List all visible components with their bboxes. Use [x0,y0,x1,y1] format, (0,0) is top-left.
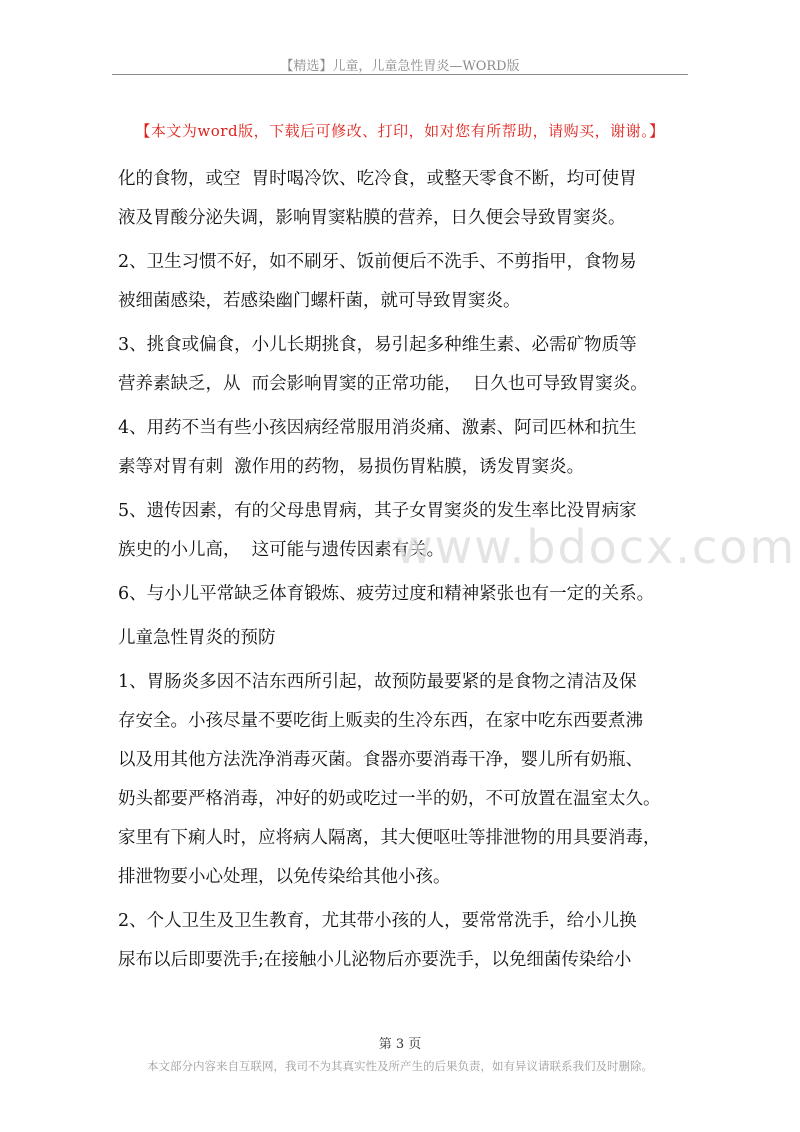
text-line: 1、胃肠炎多因不洁东西所引起，故预防最要紧的是食物之清洁及保 [118,672,637,692]
text-line: 被细菌感染，若感染幽门螺杆菌，就可导致胃窦炎。 [118,291,521,311]
text-line: 存安全。小孩尽量不要吃街上贩卖的生冷东西，在家中吃东西要煮沸 [118,711,643,731]
header-rule [112,74,688,75]
page-header: 【精选】儿童，儿童急性胃炎—WORD版 [280,59,520,74]
text-line: 3、挑食或偏食，小儿长期挑食，易引起多种维生素、必需矿物质等 [118,335,637,355]
red-notice: 【本文为word版，下载后可修改、打印，如对您有所帮助，请购买，谢谢。】 [135,122,665,140]
text-line: 尿布以后即要洗手;在接触小儿泌物后亦要洗手，以免细菌传染给小 [118,950,632,970]
text-line: 营养素缺乏，从 而会影响胃窦的正常功能， 日久也可导致胃窦炎。 [118,374,648,394]
text-line: 儿童急性胃炎的预防 [118,628,276,648]
text-line: 2、个人卫生及卫生教育，尤其带小孩的人，要常常洗手，给小儿换 [118,911,637,931]
text-line: 化的食物，或空 胃时喝冷饮、吃冷食，或整天零食不断，均可使胃 [118,169,637,189]
text-line: 4、用药不当有些小孩因病经常服用消炎痛、激素、阿司匹林和抗生 [118,418,637,438]
paragraph [118,902,698,980]
text-line: 族史的小儿高， 这可能与遗传因素有关。 [118,540,445,560]
text-line: 素等对胃有刺 激作用的药物，易损伤胃粘膜，诱发胃窦炎。 [118,457,585,477]
text-line: 5、遗传因素，有的父母患胃病，其子女胃窦炎的发生率比没胃病家 [118,501,637,521]
paragraph [118,575,698,614]
paragraph [118,409,698,487]
paragraph [118,160,698,238]
text-line: 家里有下痢人时，应将病人隔离，其大便呕吐等排泄物的用具要消毒， [118,828,661,848]
text-line: 6、与小儿平常缺乏体育锻炼、疲劳过度和精神紧张也有一定的关系。 [118,584,655,604]
text-line: 2、卫生习惯不好，如不刷牙、饭前便后不洗手、不剪指甲，食物易 [118,252,637,272]
page-footer: 本文部分内容来自互联网，我司不为其真实性及所产生的后果负责，如有异议请联系我们及时删除。 [147,1059,653,1073]
paragraph [118,326,698,404]
text-line: 液及胃酸分泌失调，影响胃窦粘膜的营养，日久便会导致胃窦炎。 [118,208,626,228]
paragraph [118,663,698,897]
watermark: www.bdocx.com [395,520,797,574]
page-number: 第 3 页 [378,1037,422,1052]
text-line: 奶头都要严格消毒，冲好的奶或吃过一半的奶，不可放置在温室太久。 [118,789,661,809]
text-line: 以及用其他方法洗净消毒灭菌。食器亦要消毒干净，婴儿所有奶瓶、 [118,750,643,770]
text-line: 排泄物要小心处理，以免传染给其他小孩。 [118,867,451,887]
paragraph [118,243,698,321]
paragraph [118,619,698,658]
